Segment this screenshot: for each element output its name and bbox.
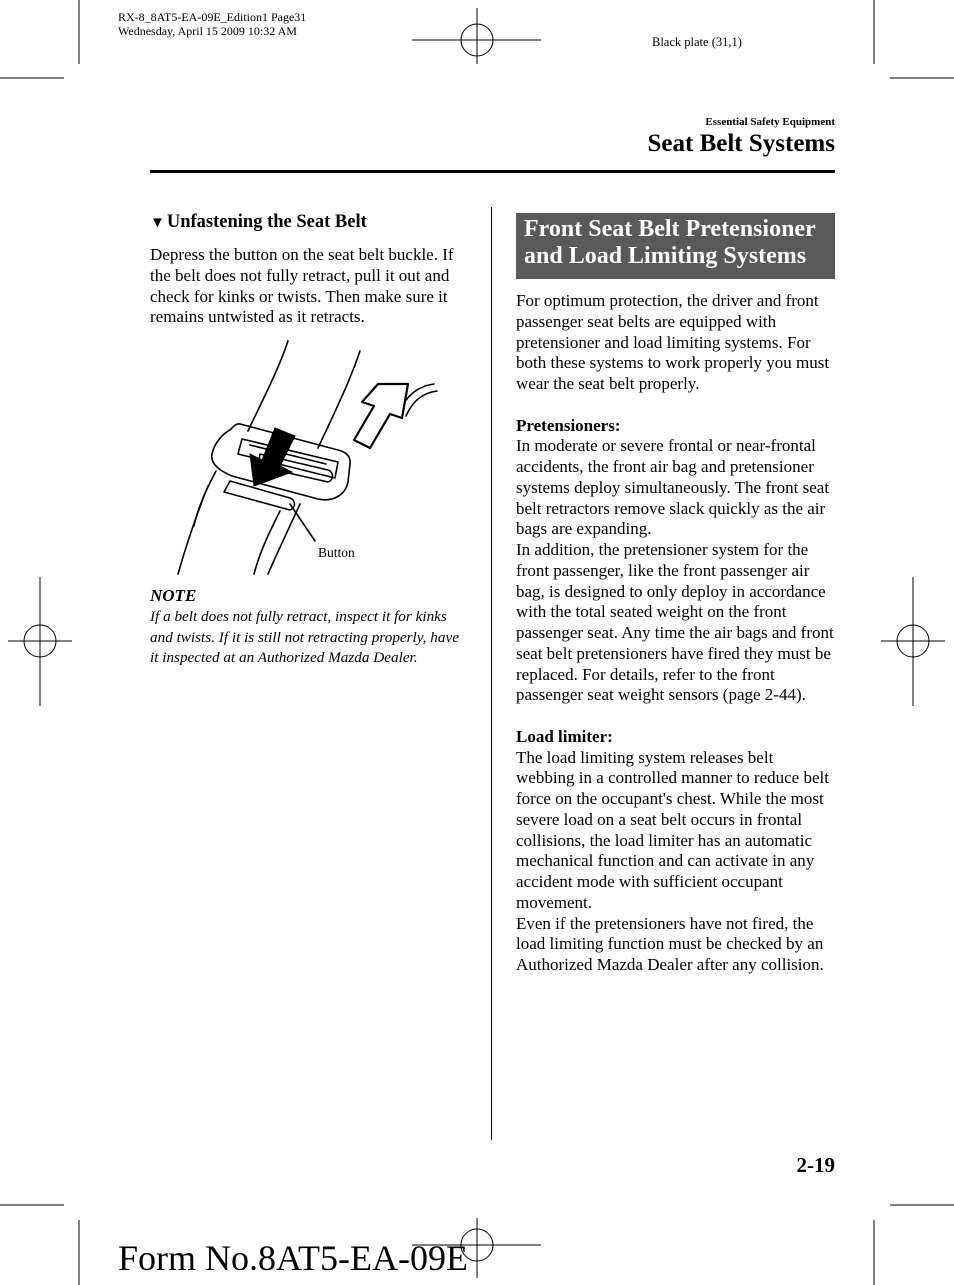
button-callout-label: Button <box>318 545 355 560</box>
triangle-marker-icon: ▼ <box>150 215 165 231</box>
banner-title-line2: and Load Limiting Systems <box>524 243 807 269</box>
right-column <box>516 213 836 976</box>
header-rule <box>150 170 835 173</box>
registration-mark-top <box>412 8 541 64</box>
section-label: Essential Safety Equipment <box>705 116 835 128</box>
print-info <box>118 10 306 38</box>
print-info-date: Wednesday, April 15 2009 10:32 AM <box>118 24 297 38</box>
buckle-illustration <box>150 336 475 578</box>
registration-mark-right <box>881 577 945 706</box>
note-block <box>150 585 470 669</box>
page-title: Seat Belt Systems <box>647 130 835 157</box>
column-divider <box>491 207 492 1140</box>
plate-label: Black plate (31,1) <box>652 35 742 49</box>
left-column <box>150 210 475 328</box>
pretensioners-paragraph-2: In addition, the pretensioner system for the front passenger, like the front passenger air bag, is designed to only deploy in accordance with the total seated weight on the front passenger seat. Any time the air bags and front seat belt pretensioners have fired they must be replaced. For details, refer to the front passenger seat weight sensors (page 2-44). <box>516 540 834 705</box>
page-number: 2-19 <box>796 1153 835 1177</box>
pretensioners-heading: Pretensioners: <box>516 415 621 435</box>
unfastening-heading-text: Unfastening the Seat Belt <box>166 212 367 232</box>
unfastening-heading <box>150 210 475 235</box>
seat-belt-buckle-icon <box>150 336 475 578</box>
form-number: Form No.8AT5-EA-09E <box>118 1238 468 1278</box>
load-limiter-paragraph-2: Even if the pretensioners have not fired, the load limiting function must be checked by an Authorized Mazda Dealer after any collision. <box>516 913 824 974</box>
note-title: NOTE <box>150 586 197 605</box>
note-text: If a belt does not fully retract, inspect it for kinks and twists. If it is still not retracting properly, have it inspected at an Authorized Mazda Dealer. <box>150 608 459 666</box>
pretensioners-paragraph-1: In moderate or severe frontal or near-frontal accidents, the front air bag and pretensioner systems deploy simultaneously. The front seat belt retractors remove slack quickly as the air bags are expanding. <box>516 436 830 539</box>
unfastening-paragraph: Depress the button on the seat belt buckle. If the belt does not fully retract, pull it out and check for kinks or twists. Then make sure it remains untwisted as it retracts. <box>150 245 454 327</box>
load-limiter-heading: Load limiter: <box>516 726 613 746</box>
load-limiter-paragraph-1: The load limiting system releases belt webbing in a controlled manner to reduce belt force on the occupant's chest. While the most severe load on a seat belt occurs in frontal collisions, the load limiter has an automatic mechanical function and can activate in any accident mode with sufficient occupant movement. <box>516 747 829 912</box>
pretensioner-banner <box>516 213 835 279</box>
print-info-file: RX-8_8AT5-EA-09E_Edition1 Page31 <box>118 10 307 24</box>
registration-mark-left <box>8 577 72 706</box>
banner-title-line1: Front Seat Belt Pretensioner <box>524 216 816 242</box>
intro-paragraph: For optimum protection, the driver and front passenger seat belts are equipped with pretensioner and load limiting systems. For both these systems to work properly you must wear the seat belt properly. <box>516 291 830 393</box>
